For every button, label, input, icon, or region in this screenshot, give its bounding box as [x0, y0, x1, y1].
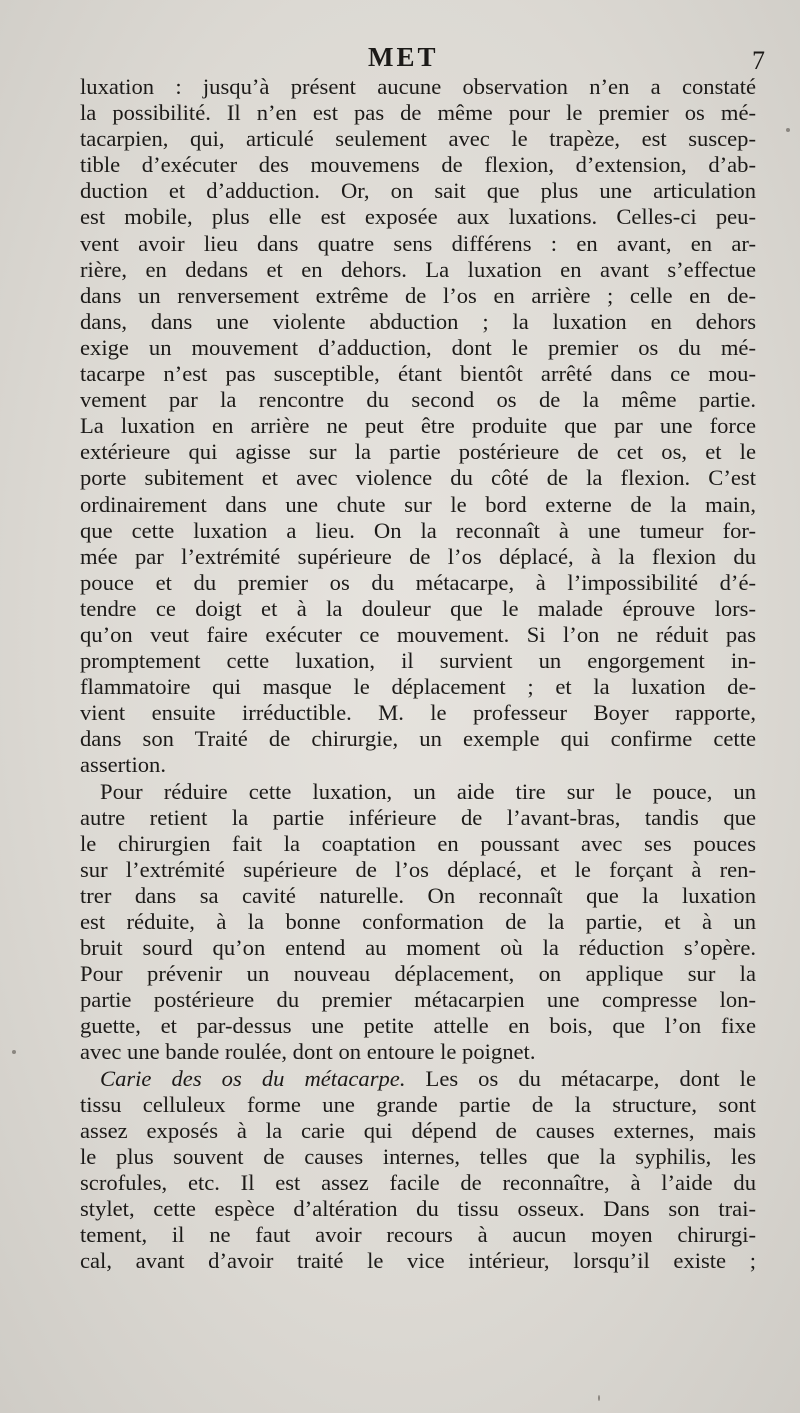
text-line: stylet, cette espèce d’altération du tissu osseux. Dans son trai- [80, 1196, 756, 1222]
paragraph-luxation-description [80, 74, 756, 779]
text-line: que cette luxation a lieu. On la reconnaît à une tumeur for- [80, 517, 756, 543]
text-line: La luxation en arrière ne peut être produite que par une force [80, 413, 756, 439]
section-heading: Carie des os du métacarpe. [100, 1065, 406, 1091]
text-line: le plus souvent de causes internes, telles que la syphilis, les [80, 1143, 756, 1169]
text-line: extérieure qui agisse sur la partie postérieure de cet os, et le [80, 439, 756, 465]
text-line: dans son Traité de chirurgie, un exemple qui confirme cette [80, 726, 756, 752]
text-line: tacarpe n’est pas susceptible, étant bientôt arrêté dans ce mou- [80, 361, 756, 387]
paper-speck [786, 128, 790, 132]
heading-line-rest: Les os du métacarpe, dont le [405, 1065, 756, 1091]
text-line: est mobile, plus elle est exposée aux luxations. Celles-ci peu- [80, 204, 756, 230]
text-line: tement, il ne faut avoir recours à aucun moyen chirurgi- [80, 1222, 756, 1248]
text-line: la possibilité. Il n’en est pas de même pour le premier os mé- [80, 100, 756, 126]
text-line: cal, avant d’avoir traité le vice intérieur, lorsqu’il existe ; [80, 1248, 756, 1274]
text-line: dans un renversement extrême de l’os en arrière ; celle en de- [80, 282, 756, 308]
text-line: tacarpien, qui, articulé seulement avec le trapèze, est suscep- [80, 126, 756, 152]
text-line: bruit sourd qu’on entend au moment où la réduction s’opère. [80, 935, 756, 961]
text-line: avec une bande roulée, dont on entoure le poignet. [80, 1039, 536, 1065]
page-number: 7 [752, 46, 765, 75]
text-line: Pour prévenir un nouveau déplacement, on applique sur la [80, 961, 756, 987]
text-line: exige un mouvement d’adduction, dont le premier os du mé- [80, 334, 756, 360]
text-line: autre retient la partie inférieure de l’avant-bras, tandis que [80, 804, 756, 830]
text-line: trer dans sa cavité naturelle. On reconnaît que la luxation [80, 882, 756, 908]
paragraph-reduction [80, 779, 756, 1066]
text-line: assertion. [80, 752, 166, 778]
text-line: promptement cette luxation, il survient un engorgement in- [80, 648, 756, 674]
text-line: vient ensuite irréductible. M. le professeur Boyer rapporte, [80, 700, 756, 726]
text-line: luxation : jusqu’à présent aucune observation n’en a constaté [80, 74, 756, 99]
text-line: scrofules, etc. Il est assez facile de reconnaître, à l’aide du [80, 1169, 756, 1195]
paper-speck [12, 1050, 16, 1054]
text-line: rière, en dedans et en dehors. La luxation en avant s’effectue [80, 256, 756, 282]
text-line: est réduite, à la bonne conformation de la partie, et à un [80, 909, 756, 934]
text-line: duction et d’adduction. Or, on sait que plus une articulation [80, 178, 756, 204]
text-line: vement par la rencontre du second os de la même partie. [80, 387, 756, 413]
text-line: tible d’exécuter des mouvemens de flexion, d’extension, d’ab- [80, 152, 756, 178]
body-text [80, 74, 756, 1274]
text-line: Pour réduire cette luxation, un aide tire sur le pouce, un [100, 778, 756, 804]
text-line: porte subitement et avec violence du côté de la flexion. C’est [80, 465, 756, 491]
text-line: tissu celluleux forme une grande partie de la structure, sont [80, 1091, 756, 1117]
running-head: MET [368, 42, 439, 72]
text-line: mée par l’extrémité supérieure de l’os déplacé, à la flexion du [80, 543, 756, 569]
paper-speck [598, 1395, 600, 1401]
text-line: tendre ce doigt et à la douleur que le malade éprouve lors- [80, 595, 756, 621]
text-line: partie postérieure du premier métacarpien une compresse lon- [80, 987, 756, 1013]
text-line: sur l’extrémité supérieure de l’os déplacé, et le forçant à ren- [80, 856, 756, 882]
text-line: assez exposés à la carie qui dépend de causes externes, mais [80, 1117, 756, 1143]
text-line: qu’on veut faire exécuter ce mouvement. Si l’on ne réduit pas [80, 621, 756, 647]
text-line: pouce et du premier os du métacarpe, à l’impossibilité d’é- [80, 569, 756, 595]
text-line: flammatoire qui masque le déplacement ; et la luxation de- [80, 674, 756, 700]
text-line: guette, et par-dessus une petite attelle en bois, que l’on fixe [80, 1013, 756, 1039]
text-line: ordinairement dans une chute sur le bord externe de la main, [80, 491, 756, 517]
paragraph-carie [80, 1066, 756, 1275]
text-line: vent avoir lieu dans quatre sens différens : en avant, en ar- [80, 230, 756, 256]
text-line: dans, dans une violente abduction ; la luxation en dehors [80, 308, 756, 334]
text-line [80, 1066, 756, 1092]
text-line: le chirurgien fait la coaptation en poussant avec ses pouces [80, 830, 756, 856]
